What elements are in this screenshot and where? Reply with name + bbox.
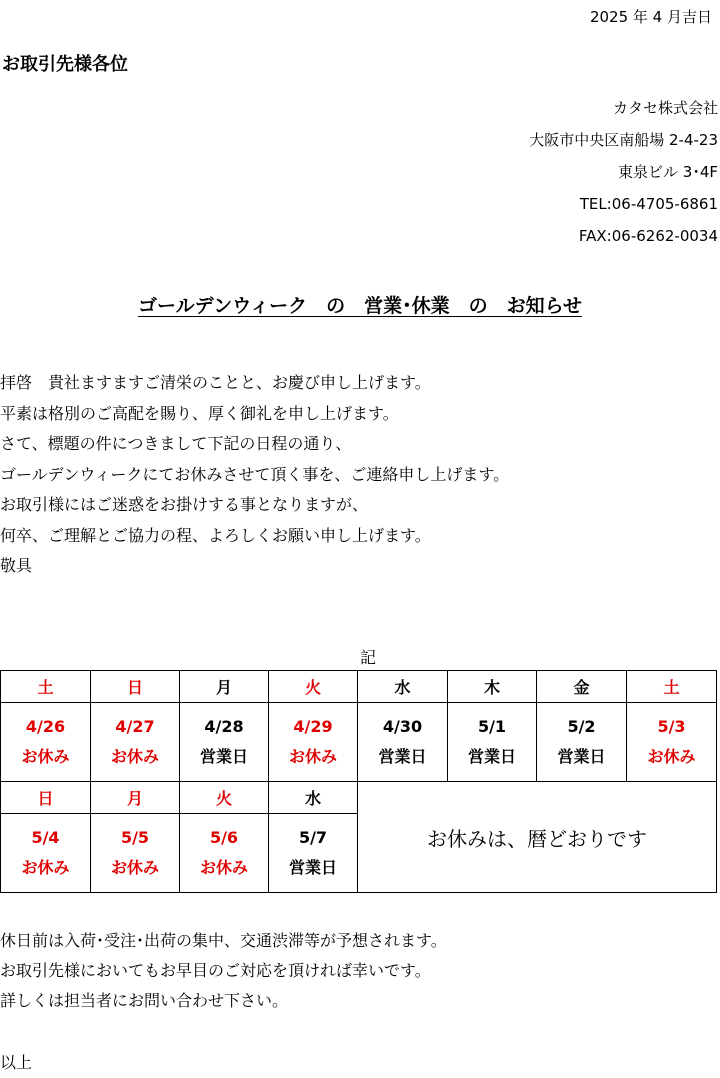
day-cell [1,703,91,782]
day-status: お休み [21,747,70,766]
weekday-cell: 金 [537,671,627,703]
body-line: さて、標題の件につきまして下記の日程の通り、 [0,434,352,453]
day-date: 5/2 [567,717,596,736]
sender-company: カタセ株式会社 [612,99,718,117]
weekday-cell: 日 [91,671,180,703]
weekday-cell: 土 [1,671,91,703]
day-date: 5/4 [31,828,60,847]
notice-title [0,291,720,318]
week1-date-row [1,703,717,782]
day-date: 4/27 [115,717,155,736]
body-line: ゴールデンウィークにてお休みさせて頂く事を、ご連絡申し上げます。 [0,464,510,484]
week2-weekday-row [1,782,717,814]
sender-block [529,94,718,254]
body-line: 何卒、ご理解とご協力の程、よろしくお願い申し上げます。 [0,525,431,545]
day-date: 5/3 [657,717,686,736]
body-line: 平素は格別のご高配を賜り、厚く御礼を申し上げます。 [0,403,399,423]
day-status: 営業日 [557,747,606,766]
weekday-cell: 木 [448,671,537,703]
sender-tel: TEL:06-4705-6861 [579,195,718,213]
day-cell [91,814,180,893]
day-status: 営業日 [467,747,516,766]
day-date: 4/28 [204,717,244,736]
footer-line: 休日前は入荷･受注･出荷の集中、交通渋滞等が予想されます。 [0,931,447,950]
body-line: お取引様にはご迷惑をお掛けする事となりますが、 [0,495,369,514]
weekday-cell: 火 [269,671,358,703]
day-cell [358,703,448,782]
weekday-cell: 日 [1,782,91,814]
day-cell [448,703,537,782]
day-date: 5/6 [209,828,239,847]
day-date: 5/5 [120,828,150,847]
footer-line: お取引先様においてもお早目のご対応を頂ければ幸いです。 [0,961,431,980]
day-status: お休み [647,747,696,766]
sender-address: 大阪市中央区南船場 2-4-23 [529,131,718,149]
notice-title-text: ゴールデンウィーク の 営業･休業 の お知らせ [137,295,583,317]
addressee: お取引先様各位 [2,54,128,75]
day-cell [91,703,180,782]
sender-fax: FAX:06-6262-0034 [578,227,718,245]
day-cell [627,703,717,782]
weekday-cell: 水 [358,671,448,703]
weekday-cell: 月 [180,671,269,703]
sender-building: 東泉ビル 3･4F [618,163,718,181]
day-date: 4/26 [25,717,66,736]
day-status: 営業日 [378,747,427,766]
day-status: お休み [288,747,337,766]
day-date: 5/7 [298,828,328,847]
day-date: 4/29 [293,717,333,736]
weekday-cell: 火 [180,782,269,814]
day-cell [269,703,358,782]
day-status: 営業日 [199,747,248,766]
closing-ijo: 以上 [0,1053,33,1072]
weekday-cell: 土 [627,671,717,703]
day-cell [1,814,91,893]
day-cell [537,703,627,782]
footer-notes [0,928,447,1018]
day-cell [180,814,269,893]
day-date: 5/1 [477,717,507,736]
weekday-cell: 月 [91,782,180,814]
day-date: 4/30 [382,717,423,736]
ki-heading: 記 [360,648,377,667]
holiday-calendar [0,670,717,893]
body-line: 拝啓 貴社ますますご清栄のことと、お慶び申し上げます。 [0,373,431,392]
day-cell [269,814,358,893]
body-line-keigu: 敬具 [0,556,33,575]
day-status: お休み [199,858,248,877]
day-status: お休み [21,858,70,877]
footer-line: 詳しくは担当者にお問い合わせ下さい。 [0,991,289,1010]
letter-date: 2025 年 4 月吉日 [589,8,712,26]
letter-body [0,370,509,584]
day-status: お休み [110,858,159,877]
calendar-note: お休みは、暦どおりです [358,782,717,893]
week1-weekday-row [1,671,717,703]
day-status: 営業日 [288,858,337,877]
day-cell [180,703,269,782]
day-status: お休み [110,747,159,766]
weekday-cell: 水 [269,782,358,814]
